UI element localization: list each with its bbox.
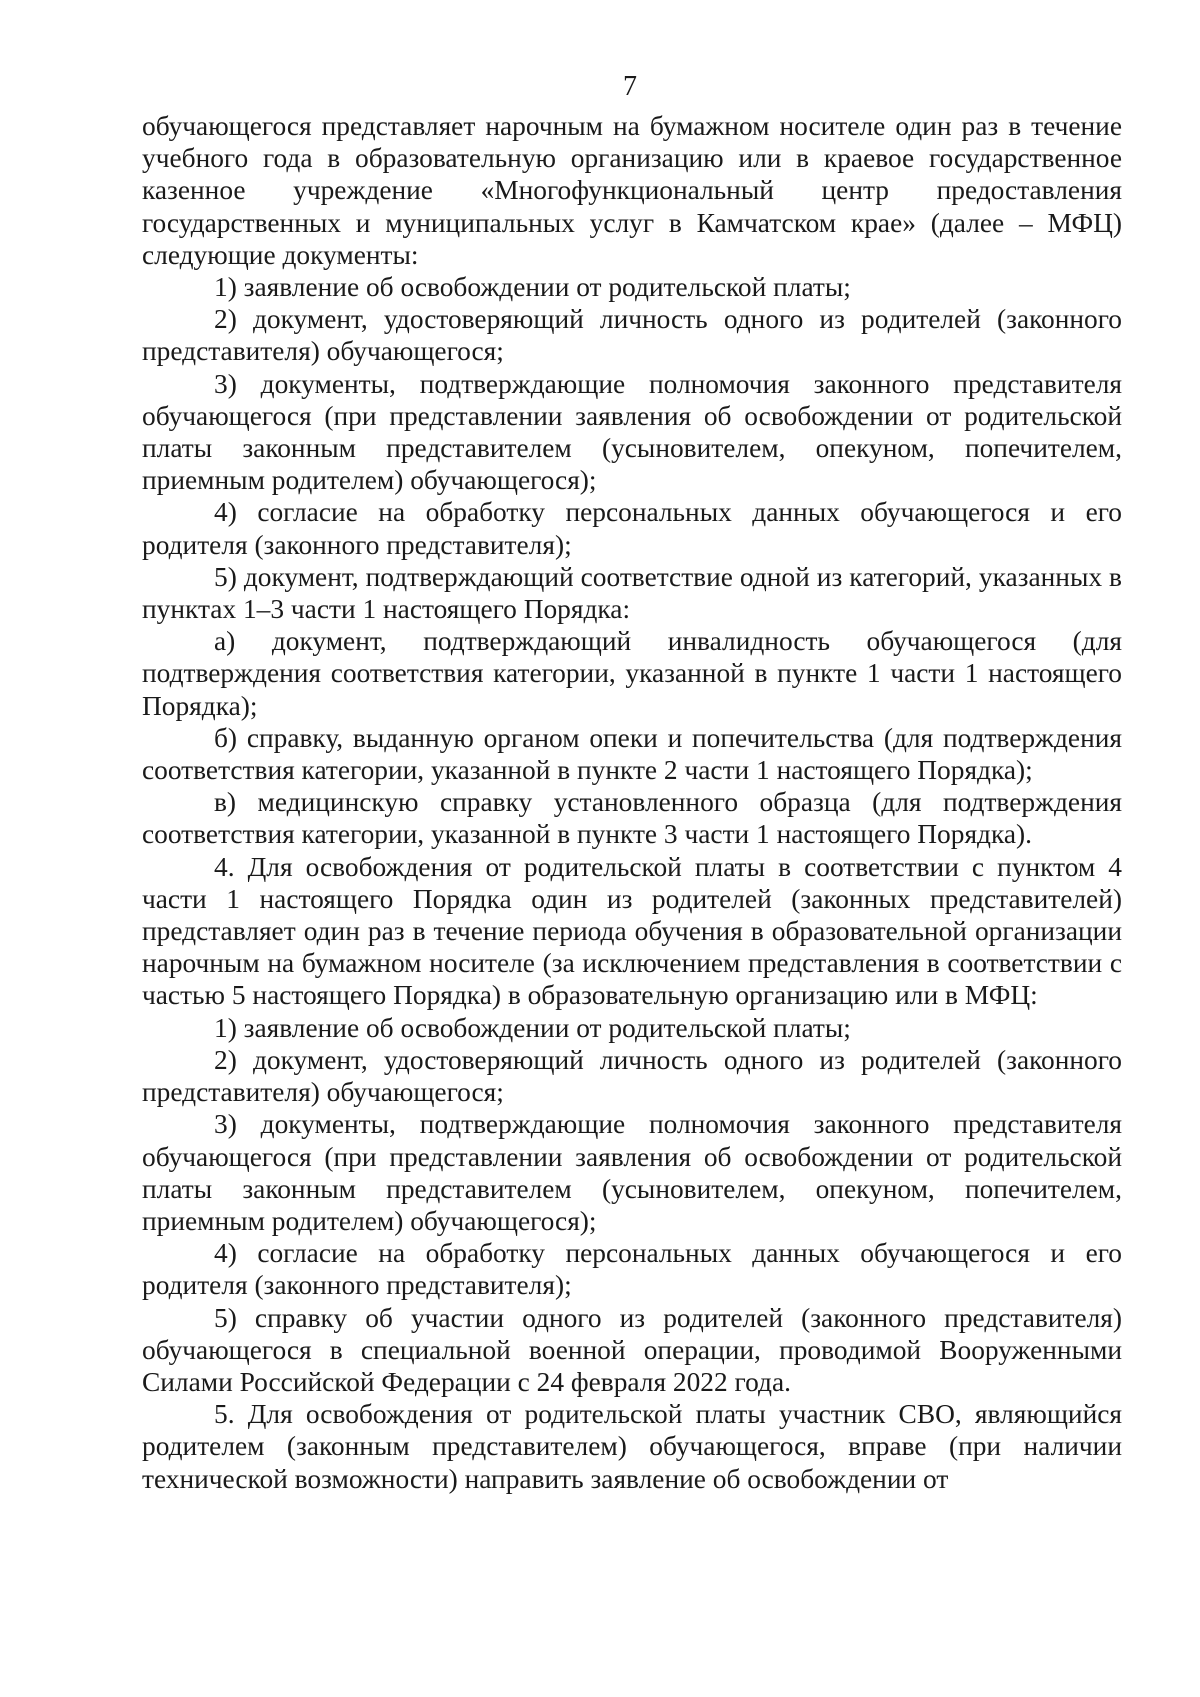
list-item: 2) документ, удостоверяющий личность одного из родителей (законного представителя) обучающегося; bbox=[142, 1044, 1122, 1108]
paragraph: обучающегося представляет нарочным на бумажном носителе один раз в течение учебного года в образовательную организацию или в краевое государственное казенное учреждение «Многофункциональный центр предоставления государственных и муниципальных услуг в Камчатском крае» (далее – МФЦ) следующие документы: bbox=[142, 111, 1122, 270]
list-item: 4) согласие на обработку персональных данных обучающегося и его родителя (законного представителя); bbox=[142, 497, 1122, 560]
page-number: 7 bbox=[623, 71, 637, 102]
list-item: 2) документ, удостоверяющий личность одного из родителей (законного представителя) обучающегося; bbox=[142, 304, 1122, 367]
section-paragraph: 4. Для освобождения от родительской платы в соответствии с пунктом 4 части 1 настоящего Порядка один из родителей (законных представителей) представляет один раз в течение периода обучения в образовательной организации нарочным на бумажном носителе (за исключением представления в соответствии с частью 5 настоящего Порядка) в образовательную организацию или в МФЦ: bbox=[142, 851, 1122, 1011]
list-item: 3) документы, подтверждающие полномочия законного представителя обучающегося (при представлении заявления об освобождении от родительской платы законным представителем (усыновителем, опекуном, попечителем, приемным родителем) обучающегося); bbox=[142, 368, 1122, 496]
list-item: 1) заявление об освобождении от родительской платы; bbox=[214, 1012, 851, 1043]
list-item: 5) документ, подтверждающий соответствие одной из категорий, указанных в пунктах 1–3 части 1 настоящего Порядка: bbox=[142, 561, 1122, 625]
sub-list-item: а) документ, подтверждающий инвалидность обучающегося (для подтверждения соответствия категории, указанной в пункте 1 части 1 настоящего Порядка); bbox=[142, 626, 1122, 721]
section-paragraph: 5. Для освобождения от родительской платы участник СВО, являющийся родителем (законным представителем) обучающегося, вправе (при наличии технической возможности) направить заявление об освобождении от bbox=[142, 1399, 1122, 1494]
list-item: 4) согласие на обработку персональных данных обучающегося и его родителя (законного представителя); bbox=[142, 1238, 1122, 1301]
sub-list-item: б) справку, выданную органом опеки и попечительства (для подтверждения соответствия категории, указанной в пункте 2 части 1 настоящего Порядка); bbox=[142, 722, 1122, 786]
sub-list-item: в) медицинскую справку установленного образца (для подтверждения соответствия категории, указанной в пункте 3 части 1 настоящего Порядка). bbox=[142, 787, 1122, 850]
list-item: 5) справку об участии одного из родителей (законного представителя) обучающегося в специальной военной операции, проводимой Вооруженными Силами Российской Федерации с 24 февраля 2022 года. bbox=[142, 1302, 1122, 1397]
list-item: 3) документы, подтверждающие полномочия законного представителя обучающегося (при представлении заявления об освобождении от родительской платы законным представителем (усыновителем, опекуном, попечителем, приемным родителем) обучающегося); bbox=[142, 1109, 1122, 1236]
document-body bbox=[142, 110, 1122, 1495]
list-item: 1) заявление об освобождении от родительской платы; bbox=[214, 272, 851, 303]
